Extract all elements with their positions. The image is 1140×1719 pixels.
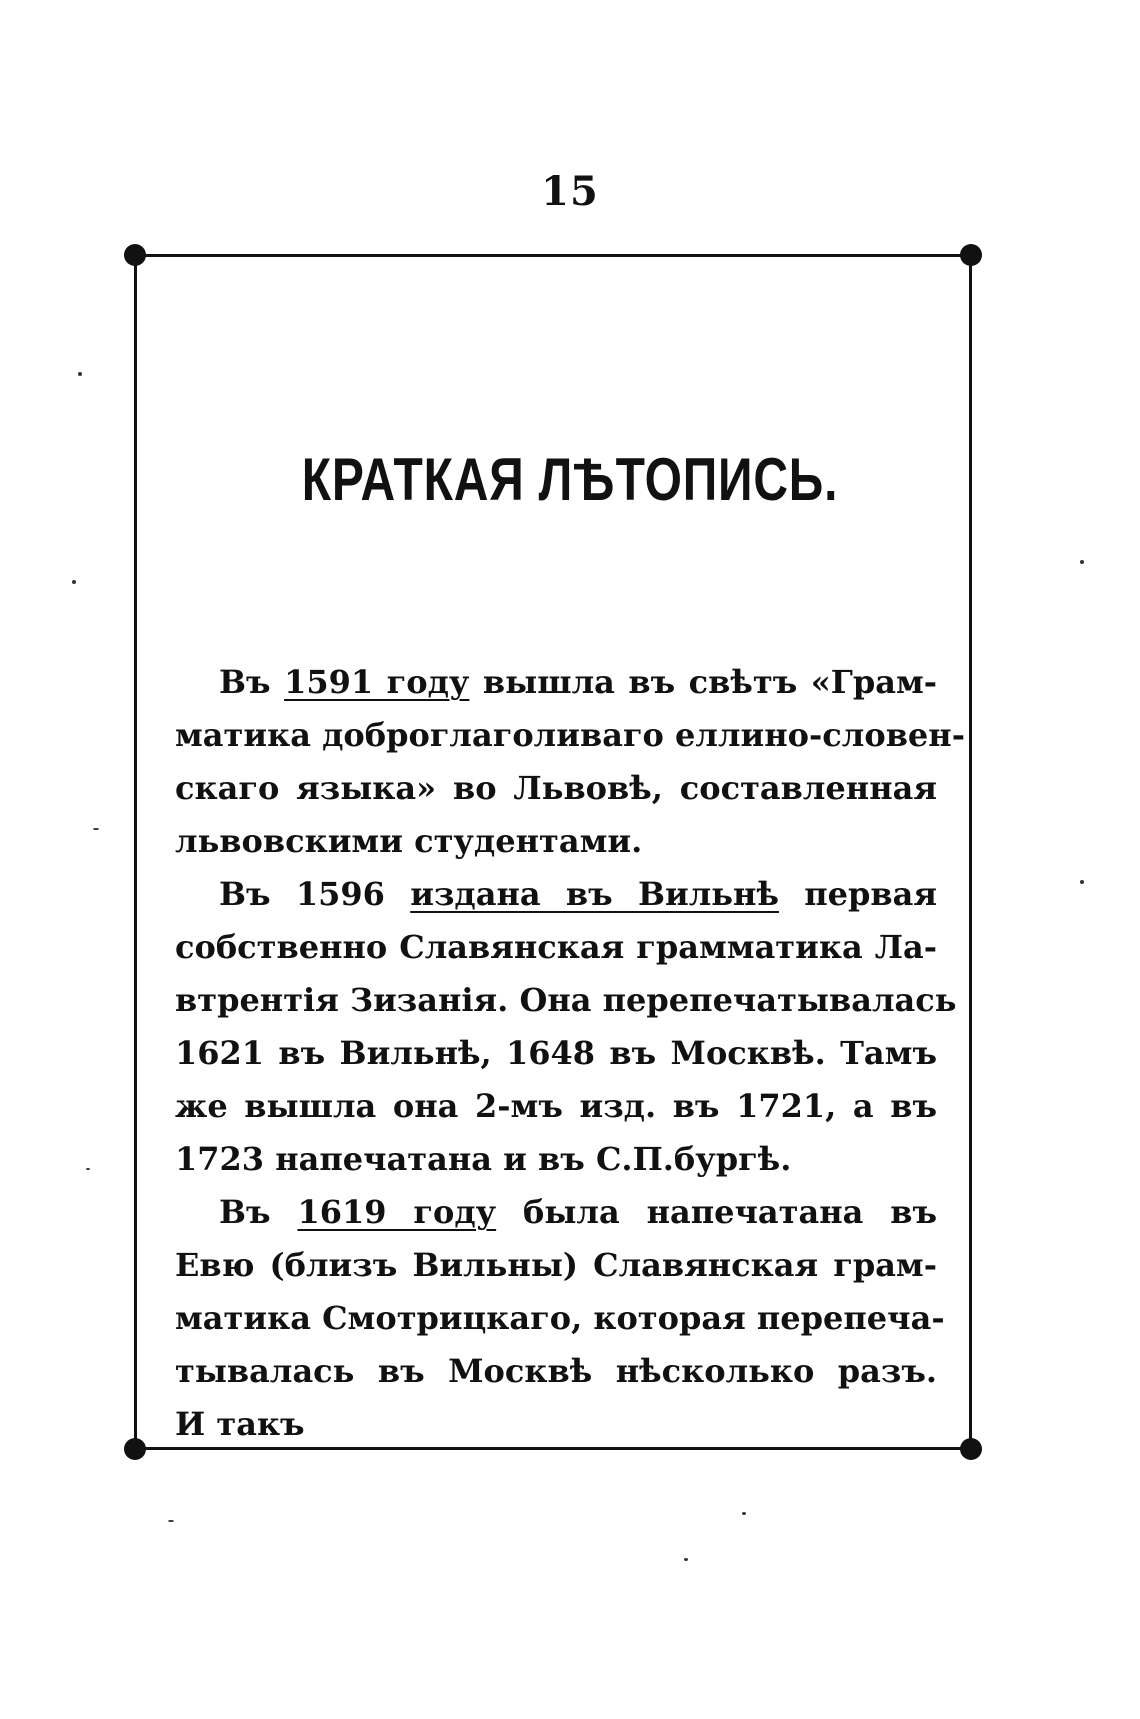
text-line [175,921,937,974]
scan-speck [78,372,82,376]
text-line [175,815,937,868]
text-segment: скаго языка» во Львовѣ, составленная [175,769,937,807]
corner-ornament-bottom-right [960,1438,982,1460]
page-number: 15 [541,168,599,215]
chapter-title: КРАТКАЯ ЛѢТОПИСЬ. [301,446,839,513]
text-line [175,762,937,815]
text-segment: же вышла она 2-мъ изд. въ 1721, а въ [175,1087,937,1125]
scan-speck [1080,560,1084,564]
text-segment: матика Смотрицкаго, которая перепеча- [175,1299,945,1337]
text-segment: Евю (близъ Вильны) Славянская грам- [175,1246,937,1284]
corner-ornament-top-right [960,244,982,266]
scan-speck [168,1520,174,1522]
text-segment: была напечатана въ [496,1193,938,1231]
text-segment: Въ 1596 [219,875,411,913]
text-line [175,1133,937,1186]
text-segment: И такъ [175,1405,305,1443]
scan-speck [742,1512,746,1515]
underlined-phrase: издана въ Вильнѣ [410,875,779,913]
text-line [175,1292,945,1345]
text-segment: вышла въ свѣтъ «Грам- [469,663,938,701]
text-segment: 1723 напечатана и въ С.П.бургѣ. [175,1140,792,1178]
underlined-phrase: 1591 году [284,663,470,701]
text-segment: первая [778,875,938,913]
body-text [175,656,965,1451]
corner-ornament-bottom-left [124,1438,146,1460]
text-line [175,974,957,1027]
text-segment: львовскими студентами. [175,822,643,860]
text-segment: втрентія Зизанія. Она перепечатывалась [175,981,957,1019]
text-line [175,656,937,709]
text-segment: матика доброглаголиваго еллино-словен- [175,716,965,754]
text-line [175,709,965,762]
scan-speck [86,1168,90,1170]
text-segment: 1621 въ Вильнѣ, 1648 въ Москвѣ. Тамъ [175,1034,937,1072]
text-line [175,1080,937,1133]
text-line [175,1239,937,1292]
text-segment: тывалась въ Москвѣ нѣсколько разъ. [175,1352,937,1390]
underlined-phrase: 1619 году [297,1193,497,1231]
text-line [175,868,937,921]
text-line [175,1027,937,1080]
text-line [175,1398,937,1451]
scan-speck [93,828,99,830]
scan-speck [684,1558,688,1561]
corner-ornament-top-left [124,244,146,266]
text-line [175,1186,937,1239]
scan-speck [1080,880,1084,884]
text-segment: Въ [219,663,285,701]
text-segment: Въ [219,1193,298,1231]
text-line [175,1345,937,1398]
text-segment: собственно Славянская грамматика Ла- [175,928,937,966]
scan-speck [72,580,76,584]
